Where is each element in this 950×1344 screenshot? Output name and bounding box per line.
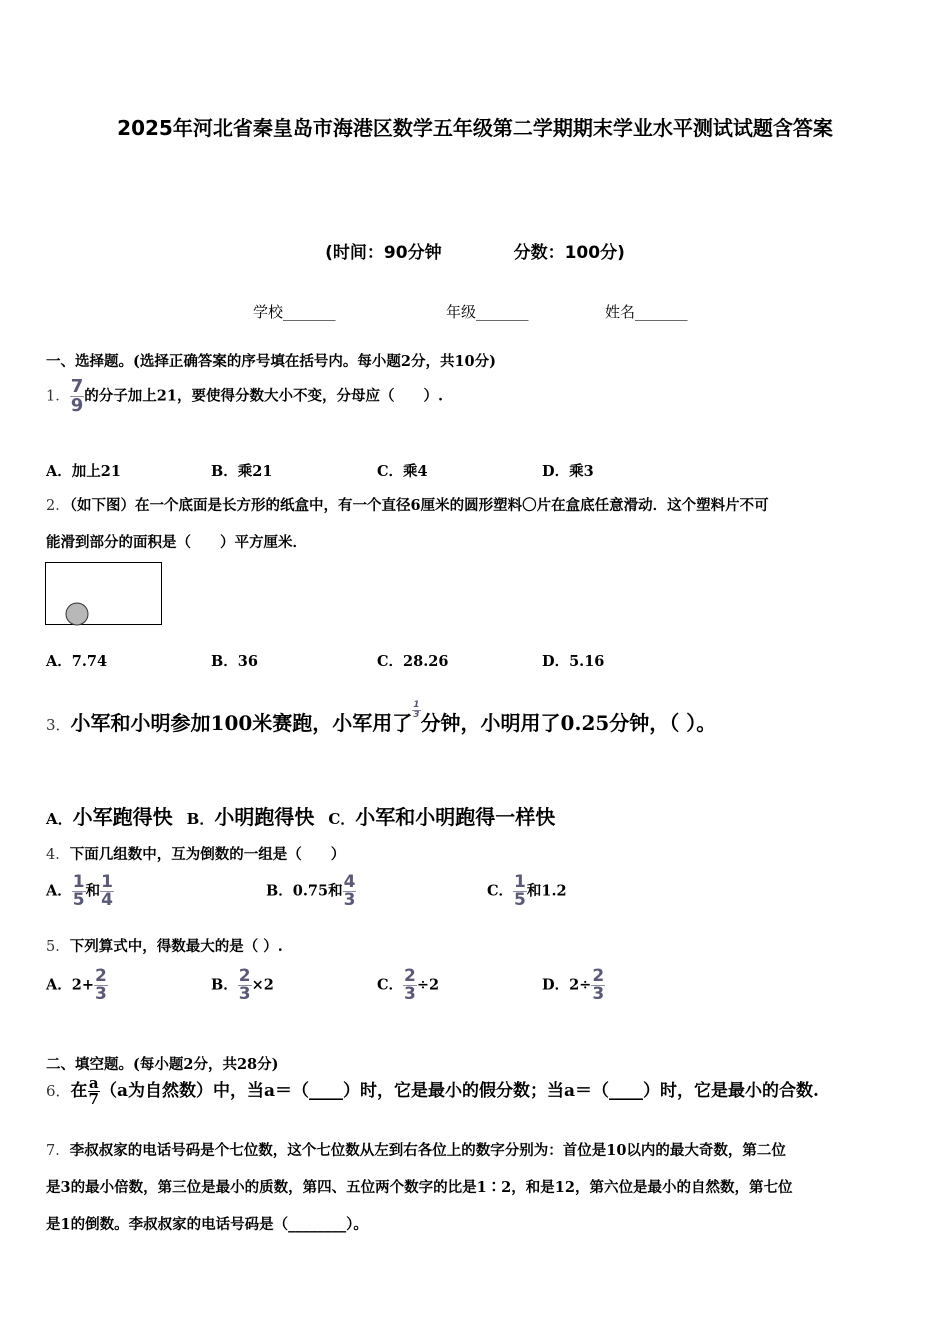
option-c: C． $\frac{1}{5}$ 和1.2 bbox=[487, 872, 567, 910]
rectangle-box bbox=[46, 563, 162, 625]
question-text-post: 分钟，小明用了0.25分钟，（ ）。 bbox=[420, 711, 717, 735]
option-c: C． $\frac{2}{3}$ ÷2 bbox=[377, 966, 440, 1004]
question-3 bbox=[46, 700, 717, 736]
name-field: 姓名_______ bbox=[605, 303, 688, 321]
question-number: 7． bbox=[46, 1143, 70, 1159]
question-7-line-2: 是3的最小倍数，第三位是最小的质数，第四、五位两个数字的比是1∶2，和是12，第六位是最小的自然数，第七位 bbox=[46, 1179, 793, 1196]
option-b: B． $\frac{2}{3}$ ×2 bbox=[211, 966, 274, 1004]
option-d: D．5.16 bbox=[542, 653, 605, 670]
question-7-line-1: 7．李叔叔家的电话号码是个七位数，这个七位数从左到右各位上的数字分别为：首位是10以内的最大奇数，第二位 bbox=[46, 1142, 786, 1159]
option-d: D．乘3 bbox=[542, 463, 594, 480]
plastic-disc bbox=[66, 603, 88, 625]
option-b: B．乘21 bbox=[211, 463, 273, 480]
option-a: A． $\frac{1}{5}$ 和 $\frac{1}{4}$ bbox=[46, 872, 113, 910]
option-c: C．28.26 bbox=[377, 653, 449, 670]
question-7-line-3: 是1的倒数。李叔叔家的电话号码是（________）。 bbox=[46, 1216, 368, 1233]
question-2-line-1: 2．（如下图）在一个底面是长方形的纸盒中，有一个直径6厘米的圆形塑料〇片在盒底任意滑动．这个塑料片不可 bbox=[46, 497, 769, 514]
fraction: $\frac{a}{7}$ bbox=[88, 1074, 99, 1108]
question-number: 6． bbox=[46, 1082, 71, 1100]
grade-field: 年级_______ bbox=[446, 303, 529, 321]
fraction: $\frac{7}{9}$ bbox=[70, 376, 84, 416]
section-2-heading: 二、填空题。(每小题2分，共28分) bbox=[46, 1056, 279, 1073]
option-b: B．36 bbox=[211, 653, 258, 670]
question-4: 4．下面几组数中，互为倒数的一组是（ ） bbox=[46, 846, 346, 863]
question-number: 2． bbox=[46, 498, 70, 514]
option-a: A．7.74 bbox=[46, 653, 108, 670]
question-2-line-2: 能滑到部分的面积是（ ）平方厘米． bbox=[46, 534, 307, 551]
question-number: 4． bbox=[46, 847, 70, 863]
question-5: 5．下列算式中，得数最大的是（ ）. bbox=[46, 938, 283, 955]
question-number: 1． bbox=[46, 388, 70, 405]
exam-meta bbox=[0, 238, 950, 263]
question-1 bbox=[46, 378, 443, 415]
question-text: 的分子加上21，要使得分数大小不变，分母应（ ）. bbox=[84, 387, 443, 405]
option-d: D．2÷ $\frac{2}{3}$ bbox=[542, 966, 605, 1004]
question-number: 3． bbox=[46, 716, 71, 734]
option-c: C．乘4 bbox=[377, 463, 428, 480]
option-b: B．0.75和 $\frac{4}{3}$ bbox=[266, 872, 356, 910]
option-b: 小明跑得快 bbox=[214, 805, 315, 829]
option-a: A．2+ $\frac{2}{3}$ bbox=[46, 966, 107, 1004]
question-3-options: A．小军跑得快 B．小明跑得快 C．小军和小明跑得一样快 bbox=[46, 805, 556, 829]
school-field: 学校_______ bbox=[253, 303, 336, 321]
exam-time: (时间：90分钟 bbox=[325, 243, 442, 263]
question-number: 5． bbox=[46, 939, 70, 955]
option-a: 小军跑得快 bbox=[72, 805, 173, 829]
option-c: 小军和小明跑得一样快 bbox=[355, 805, 556, 829]
exam-score: 分数：100分) bbox=[513, 243, 625, 263]
question-6: 6．在 $\frac{a}{7}$ （a为自然数）中，当a＝（____）时，它是最小的假分数；当a＝（____）时，它是最小的合数. bbox=[46, 1074, 819, 1108]
box-with-disc-figure bbox=[45, 562, 163, 627]
fraction: $\frac{1}{3}$ bbox=[413, 700, 420, 720]
page-title: 2025年河北省秦皇岛市海港区数学五年级第二学期期末学业水平测试试题含答案 bbox=[117, 116, 833, 140]
question-text-pre: 小军和小明参加100米赛跑，小军用了 bbox=[70, 711, 413, 735]
section-1-heading: 一、选择题。(选择正确答案的序号填在括号内。每小题2分，共10分) bbox=[46, 353, 496, 370]
option-a: A．加上21 bbox=[46, 463, 121, 480]
